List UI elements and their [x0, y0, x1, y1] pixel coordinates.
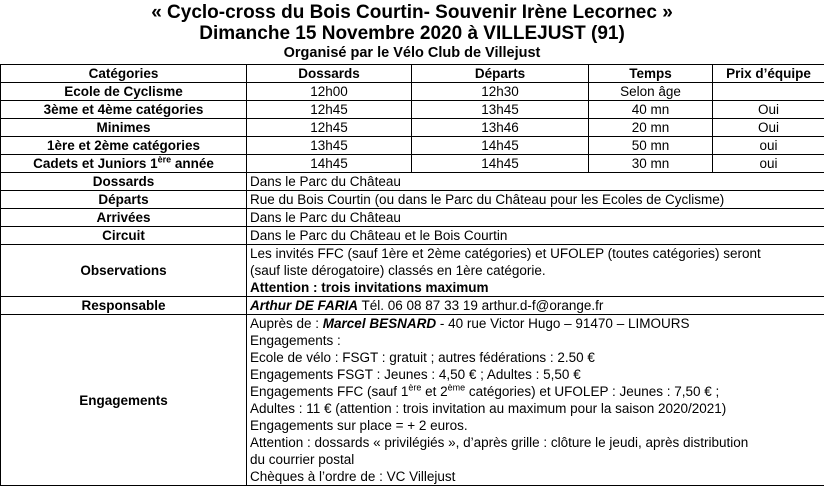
temps-cell: 30 mn: [589, 155, 713, 173]
info-label: Engagements: [1, 315, 247, 486]
engagements-line: du courrier postal: [250, 452, 355, 467]
info-value: Dans le Parc du Château et le Bois Courtin: [247, 227, 824, 245]
engagements-text: Auprès de :: [250, 316, 323, 331]
column-header-prix-equipe: Prix d’équipe: [713, 65, 824, 83]
column-header-departs: Départs: [412, 65, 589, 83]
info-value: [247, 315, 824, 486]
event-date-place: Dimanche 15 Novembre 2020 à VILLEJUST (91): [199, 23, 625, 44]
engagements-line: Ecole de vélo : FSGT : gratuit ; autres fédérations : 2.50 €: [250, 350, 595, 365]
engagements-line: [250, 383, 821, 400]
engagements-line: Engagements :: [250, 333, 341, 348]
responsable-contact: Tél. 06 08 87 33 19 arthur.d-f@orange.fr: [358, 298, 604, 313]
category-text-tail: année: [171, 156, 214, 171]
observations-line: Les invités FFC (sauf 1ère et 2ème catégories) et UFOLEP (toutes catégories) seront: [250, 246, 761, 261]
superscript: ème: [447, 382, 466, 393]
prix-cell: [713, 83, 824, 101]
prix-cell: Oui: [713, 101, 824, 119]
responsable-name: Arthur DE FARIA: [250, 298, 358, 313]
engagements-contact-name: Marcel BESNARD: [322, 316, 437, 331]
temps-cell: 20 mn: [589, 119, 713, 137]
engagements-line: Engagements FSGT : Jeunes : 4,50 € ; Adultes : 5,50 €: [250, 367, 581, 382]
info-value: [247, 297, 824, 315]
category-cell: 1ère et 2ème catégories: [1, 137, 247, 155]
column-header-categories: Catégories: [1, 65, 247, 83]
table-row: [1, 101, 824, 119]
dossards-cell: 12h45: [247, 119, 412, 137]
table-row: [1, 155, 824, 173]
engagements-line: Adultes : 11 € (attention : trois invitation au maximum pour la saison 2020/2021): [250, 401, 727, 416]
departs-cell: 13h46: [412, 119, 589, 137]
event-title: « Cyclo-cross du Bois Courtin- Souvenir Irène Lecornec »: [151, 2, 673, 23]
dossards-cell: 12h45: [247, 101, 412, 119]
info-row-departs: [1, 191, 824, 209]
info-row-dossards: [1, 173, 824, 191]
engagements-text: Engagements FFC (sauf 1: [250, 384, 409, 399]
observations-warning: Attention : trois invitations maximum: [250, 280, 489, 295]
info-row-responsable: [1, 297, 824, 315]
superscript: ère: [408, 382, 422, 393]
info-value: Dans le Parc du Château: [247, 209, 824, 227]
info-value: Dans le Parc du Château: [247, 173, 824, 191]
engagements-text: et 2: [421, 384, 448, 399]
observations-line: (sauf liste dérogatoire) classés en 1ère catégorie.: [250, 263, 546, 278]
departs-cell: 13h45: [412, 101, 589, 119]
engagements-line: [250, 315, 821, 332]
category-cell: [1, 155, 247, 173]
table-row: [1, 137, 824, 155]
table-row: [1, 119, 824, 137]
temps-cell: Selon âge: [589, 83, 713, 101]
engagements-line: Engagements sur place = + 2 euros.: [250, 418, 468, 433]
info-value: Rue du Bois Courtin (ou dans le Parc du Château pour les Ecoles de Cyclisme): [247, 191, 824, 209]
info-row-observations: [1, 245, 824, 297]
info-label: Responsable: [1, 297, 247, 315]
info-row-circuit: [1, 227, 824, 245]
category-cell: Ecole de Cyclisme: [1, 83, 247, 101]
info-row-engagements: [1, 315, 824, 486]
info-label: Arrivées: [1, 209, 247, 227]
prix-cell: oui: [713, 155, 824, 173]
column-header-dossards: Dossards: [247, 65, 412, 83]
engagements-text: - 40 rue Victor Hugo – 91470 – LIMOURS: [436, 316, 690, 331]
info-label: Dossards: [1, 173, 247, 191]
event-organizer: Organisé par le Vélo Club de Villejust: [283, 45, 541, 61]
table-header-row: [1, 65, 824, 83]
engagements-text: catégories) et UFOLEP : Jeunes : 7,50 € ;: [465, 384, 720, 399]
superscript: ère: [157, 154, 172, 165]
info-value: [247, 245, 824, 297]
prix-cell: oui: [713, 137, 824, 155]
prix-cell: Oui: [713, 119, 824, 137]
info-label: Départs: [1, 191, 247, 209]
column-header-temps: Temps: [589, 65, 713, 83]
info-label: Circuit: [1, 227, 247, 245]
departs-cell: 12h30: [412, 83, 589, 101]
temps-cell: 40 mn: [589, 101, 713, 119]
temps-cell: 50 mn: [589, 137, 713, 155]
category-cell: 3ème et 4ème catégories: [1, 101, 247, 119]
dossards-cell: 12h00: [247, 83, 412, 101]
info-row-arrivees: [1, 209, 824, 227]
dossards-cell: 14h45: [247, 155, 412, 173]
table-row: [1, 83, 824, 101]
category-cell: Minimes: [1, 119, 247, 137]
engagements-line: Attention : dossards « privilégiés », d’après grille : clôture le jeudi, après distribution: [250, 435, 749, 450]
engagements-line: Chèques à l’ordre de : VC Villejust: [250, 469, 456, 484]
schedule-table: [0, 64, 824, 486]
info-label: Observations: [1, 245, 247, 297]
dossards-cell: 13h45: [247, 137, 412, 155]
category-text: Cadets et Juniors 1: [33, 156, 158, 171]
departs-cell: 14h45: [412, 155, 589, 173]
departs-cell: 14h45: [412, 137, 589, 155]
